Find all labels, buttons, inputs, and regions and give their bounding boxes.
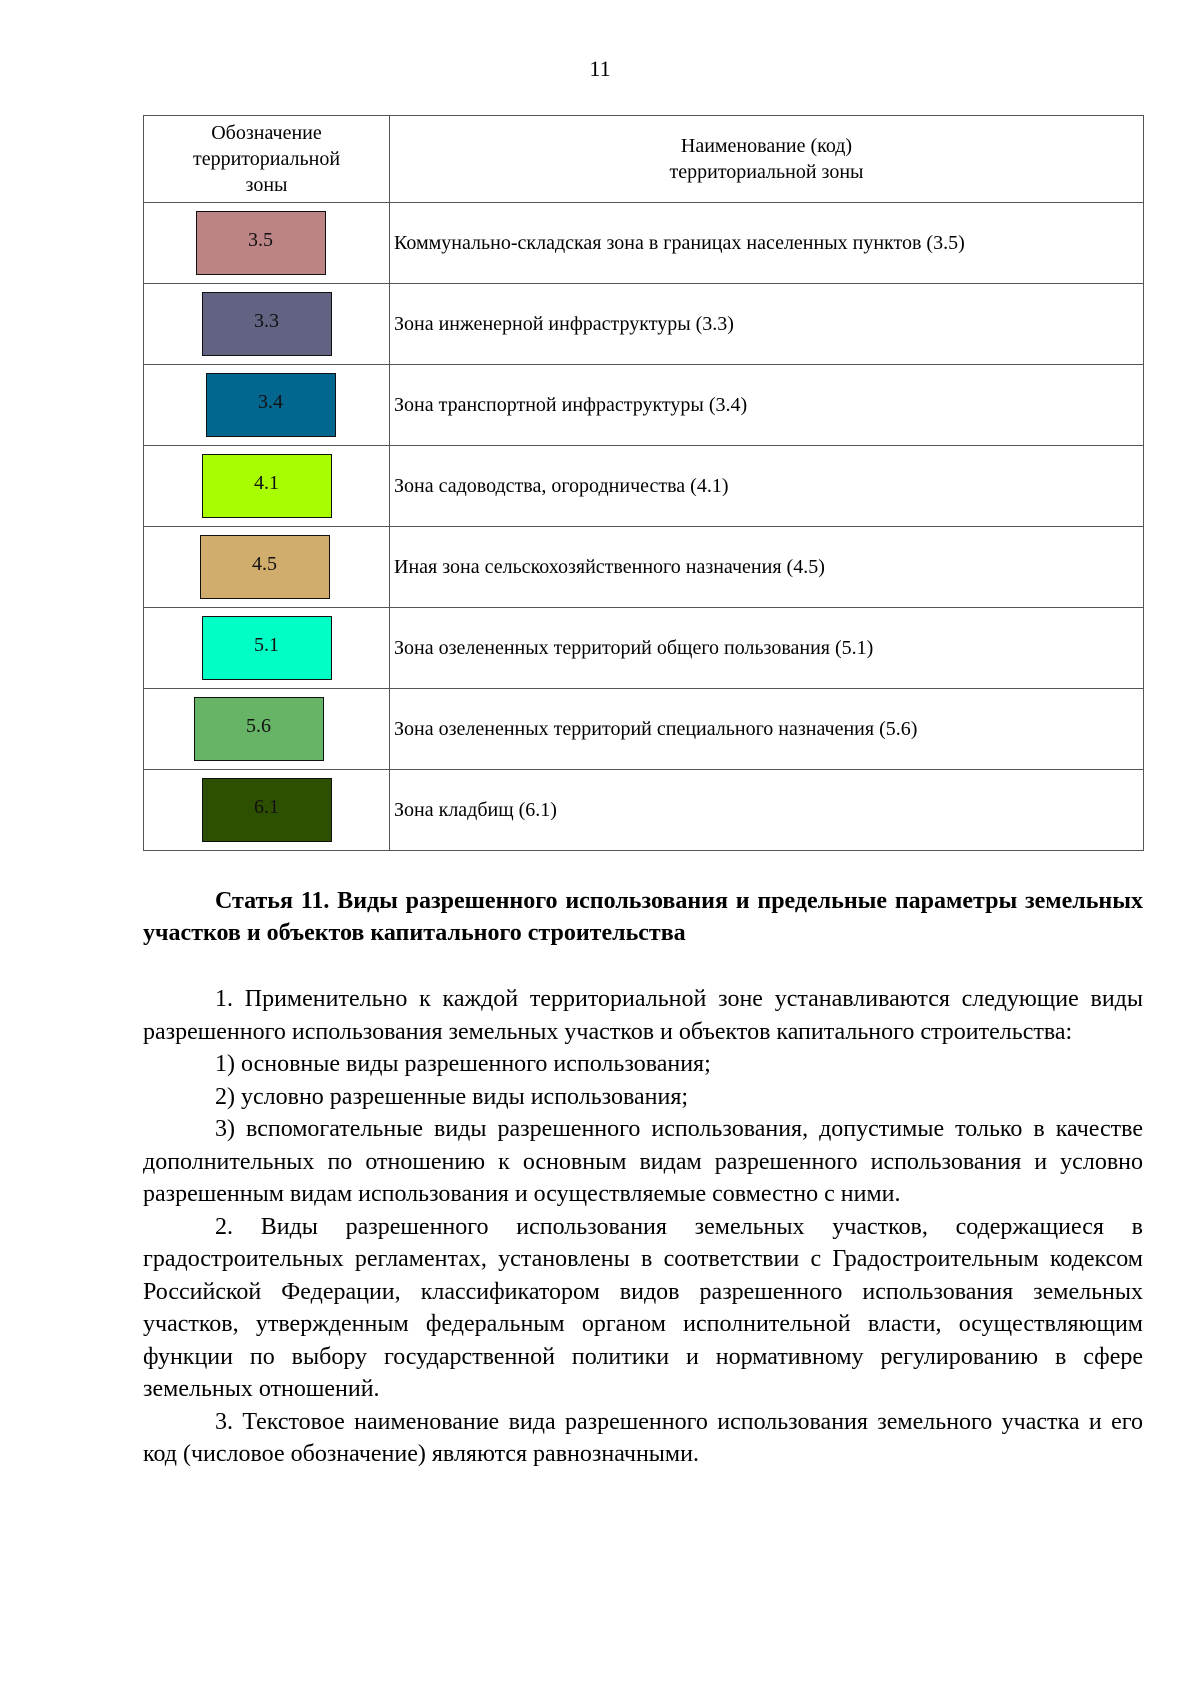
table-row [144,203,1144,284]
article-heading-text: Статья 11. Виды разрешенного использования и предельные параметры земельных участков и объектов капитального строительства [143,888,1143,946]
paragraph: 2. Виды разрешенного использования земельных участков, содержащиеся в градостроительных регламентах, установлены в соответствии с Градостроительным кодексом Российской Федерации, классификатором видов разрешенного использования земельных участков, утвержденным федеральным органом исполнительной власти, осуществляющим функции по выбору государственной политики и нормативному регулированию в сфере земельных отношений. [143,1213,1143,1402]
zone-name-cell: Зона кладбищ (6.1) [390,770,1144,851]
header-name-line: Наименование (код) [680,135,853,157]
header-name-line: территориальной зоны [669,161,864,183]
zone-name-cell: Зона транспортной инфраструктуры (3.4) [390,365,1144,446]
table-header-row [144,116,1144,203]
zone-color-swatch: 3.4 [206,373,336,437]
table-row [144,770,1144,851]
header-code-cell [144,116,390,203]
paragraph: 1. Применительно к каждой территориальной зоне устанавливаются следующие виды разрешенного использования земельных участков и объектов капитального строительства: [143,986,1143,1045]
zone-swatch-cell [144,446,390,527]
zone-color-swatch: 4.5 [200,535,330,599]
zone-swatch-cell [144,203,390,284]
zone-swatch-cell [144,527,390,608]
header-code-line: территориальной [192,148,341,170]
header-code-line: Обозначение [211,122,322,144]
zone-name-cell: Зона инженерной инфраструктуры (3.3) [390,284,1144,365]
zone-rows [144,203,1144,851]
zone-color-swatch: 5.6 [194,697,324,761]
zone-color-swatch: 5.1 [202,616,332,680]
zone-color-swatch: 6.1 [202,778,332,842]
zone-color-swatch: 4.1 [202,454,332,518]
zone-color-swatch: 3.3 [202,292,332,356]
table-row [144,284,1144,365]
zone-name-cell: Коммунально-складская зона в границах населенных пунктов (3.5) [390,203,1144,284]
article-heading [143,885,1143,949]
table-row [144,527,1144,608]
table-row [144,608,1144,689]
article-body [143,983,1143,1471]
zone-name-cell: Зона озелененных территорий общего пользования (5.1) [390,608,1144,689]
zone-name-cell: Иная зона сельскохозяйственного назначения (4.5) [390,527,1144,608]
header-name-cell [390,116,1144,203]
list-item: 3) вспомогательные виды разрешенного использования, допустимые только в качестве дополнительных по отношению к основным видам разрешенного использования и условно разрешенным видам использования и осуществляемые совместно с ними. [143,1116,1143,1207]
list-item: 1) основные виды разрешенного использования; [215,1051,711,1077]
list-item: 2) условно разрешенные виды использования; [215,1083,689,1110]
zone-swatch-cell [144,365,390,446]
zone-color-swatch: 3.5 [196,211,326,275]
table-row [144,689,1144,770]
zone-swatch-cell [144,689,390,770]
zone-swatch-cell [144,770,390,851]
zone-swatch-cell [144,608,390,689]
table-row [144,446,1144,527]
zone-name-cell: Зона садоводства, огородничества (4.1) [390,446,1144,527]
zone-swatch-cell [144,284,390,365]
page-number: 11 [589,56,611,81]
paragraph: 3. Текстовое наименование вида разрешенного использования земельного участка и его код (числовое обозначение) являются равнозначными. [143,1408,1143,1467]
table-row [144,365,1144,446]
header-code-line: зоны [245,174,288,196]
zone-name-cell: Зона озелененных территорий специального назначения (5.6) [390,689,1144,770]
zones-table [143,115,1144,851]
